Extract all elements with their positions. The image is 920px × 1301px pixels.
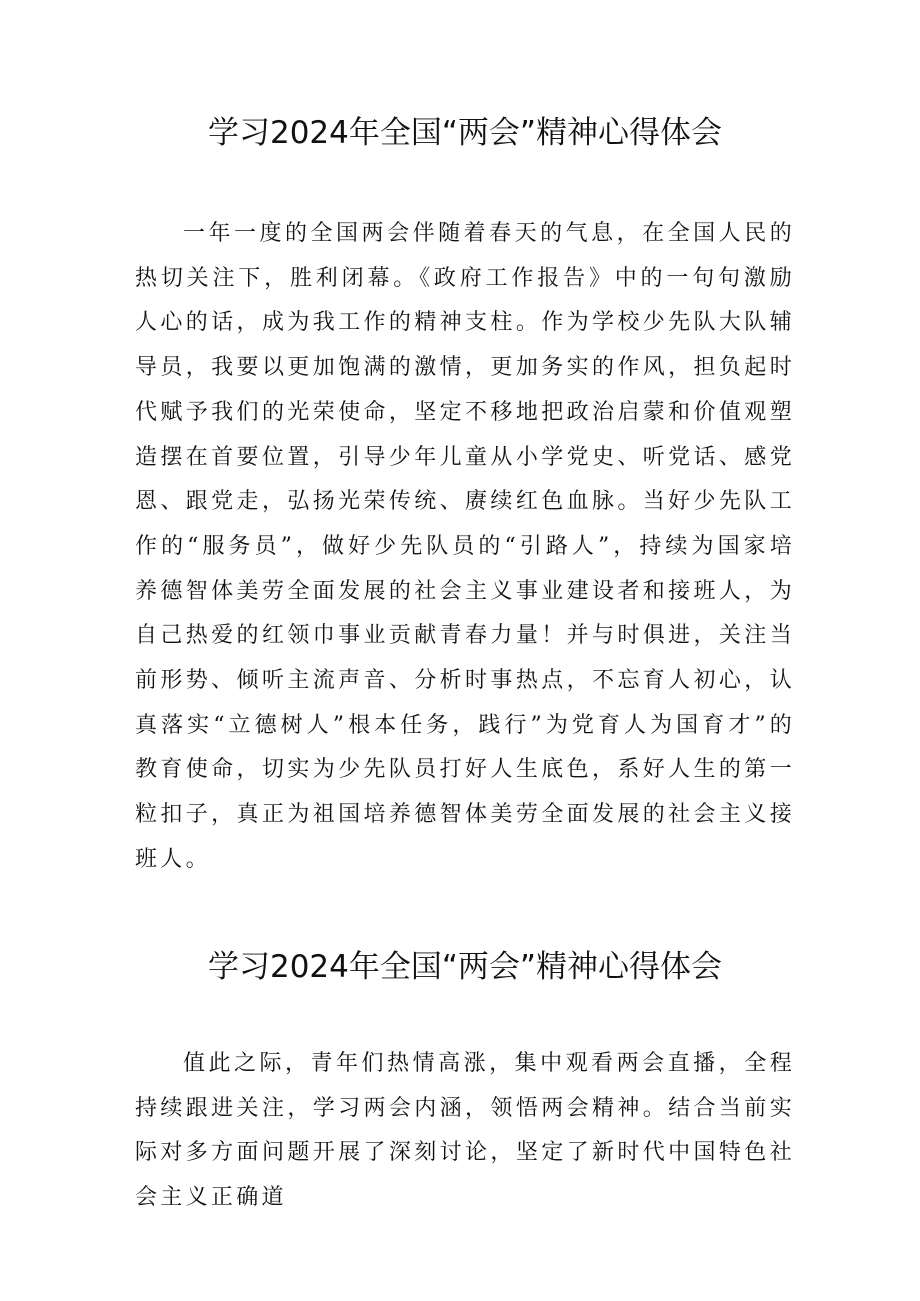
article-title-2: 学习2024年全国“两会”精神心得体会: [207, 949, 722, 985]
article-section-1: [135, 110, 795, 883]
article-title-1: 学习2024年全国“两会”精神心得体会: [207, 115, 722, 151]
article-section-2: [135, 944, 795, 1221]
article-paragraph-2: 值此之际，青年们热情高涨，集中观看两会直播，全程持续跟进关注，学习两会内涵，领悟两会精神。结合当前实际对多方面问题开展了深刻讨论，坚定了新时代中国特色社会主义正确道: [135, 1051, 795, 1211]
article-paragraph-1: 一年一度的全国两会伴随着春天的气息，在全国人民的热切关注下，胜利闭幕。《政府工作报告》中的一句句激励人心的话，成为我工作的精神支柱。作为学校少先队大队辅导员，我要以更加饱满的激情，更加务实的作风，担负起时代赋予我们的光荣使命，坚定不移地把政治启蒙和价值观塑造摆在首要位置，引导少年儿童从小学党史、听党话、感党恩、跟党走，弘扬光荣传统、赓续红色血脉。当好少先队工作的“服务员”，做好少先队员的“引路人”，持续为国家培养德智体美劳全面发展的社会主义事业建设者和接班人，为自己热爱的红领巾事业贡献青春力量！并与时俱进，关注当前形势、倾听主流声音、分析时事热点，不忘育人初心，认真落实“立德树人”根本任务，践行”为党育人为国育才”的教育使命，切实为少先队员打好人生底色，系好人生的第一粒扣子，真正为祖国培养德智体美劳全面发展的社会主义接班人。: [135, 221, 795, 872]
